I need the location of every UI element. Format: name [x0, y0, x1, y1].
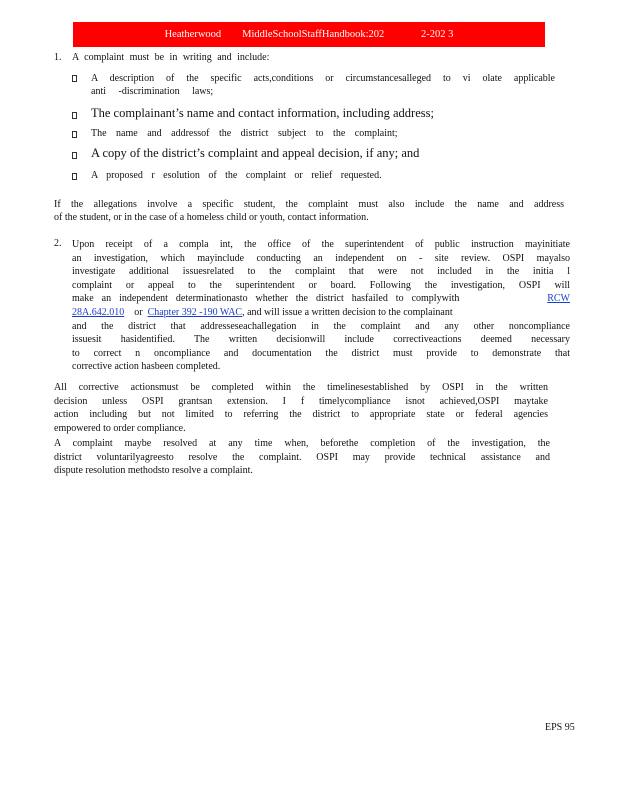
bullet-text: A proposed r esolution of the complaint or relief requested. — [91, 170, 382, 181]
bullet-box-icon — [72, 131, 77, 138]
corrective-actions-paragraph — [54, 381, 548, 435]
paragraph-line: issuesit hasidentified. The written decisionwill include correctiveactions deemed necessary — [72, 334, 570, 346]
paragraph-line: action including but not limited to referring the district to appropriate state or federal agencies — [54, 409, 548, 420]
paragraph-line: empowered to order compliance. — [54, 422, 186, 434]
paragraph-line — [72, 292, 570, 306]
bullet-box-icon — [72, 75, 77, 82]
paragraph-line: of the student, or in the case of a homeless child or youth, contact information. — [54, 212, 369, 224]
paragraph-line: All corrective actionsmust be completed within the timelinesestablished by OSPI in the written — [54, 382, 548, 393]
or-text: or — [134, 306, 143, 318]
section-1-intro: A complaint must be in writing and include: — [72, 52, 270, 63]
allegations-paragraph — [54, 198, 564, 224]
bullet-box-icon — [72, 173, 77, 180]
paragraph-line: district voluntarilyagreesto resolve the complaint. OSPI may provide technical assistance and — [54, 451, 550, 463]
section-2-number: 2. — [54, 238, 62, 249]
wac-link[interactable]: Chapter 392 -190 WAC — [147, 306, 243, 318]
bullet-box-icon — [72, 112, 77, 119]
page-header — [73, 22, 545, 47]
section-1-number: 1. — [54, 52, 62, 63]
rcw-link-continued[interactable]: 28A.642.010 — [72, 306, 125, 318]
bullet-text: A copy of the district’s complaint and appeal decision, if any; and — [91, 146, 420, 160]
section-2-paragraph — [72, 238, 570, 374]
paragraph-line: and the district that addresseseachallegation in the complaint and any other noncompliance — [72, 320, 570, 332]
paragraph-line: A complaint maybe resolved at any time when, beforethe completion of the investigation, the — [54, 438, 550, 449]
line-text: , and will issue a written decision to the complainant — [242, 306, 453, 318]
bullet-text: The complainant’s name and contact information, including address; — [91, 106, 434, 120]
paragraph-line: corrective action hasbeen completed. — [72, 361, 221, 373]
paragraph-line: investigate additional issuesrelated to the complaint that were not included in the initia l — [72, 266, 570, 278]
bullet-text: A description of the specific acts,conditions or circumstancesalleged to vi olate applicable — [91, 73, 555, 84]
line-text: make an independent determinationasto whether the district hasfailed to complywith — [72, 293, 460, 305]
paragraph-line — [72, 306, 570, 320]
page-number: EPS 95 — [545, 722, 575, 733]
paragraph-line: an investigation, which mayinclude conducting an independent on - site review. OSPI mayalso — [72, 252, 570, 264]
paragraph-line: Upon receipt of a compla int, the office of the superintendent of public instruction mayinitiate — [72, 239, 570, 250]
rcw-link[interactable]: RCW — [547, 293, 570, 305]
paragraph-line: to correct n oncompliance and documentation the district must provide to demonstrate that — [72, 347, 570, 359]
bullet-text-continued: anti -discrimination laws; — [91, 86, 214, 97]
paragraph-line: complaint or appeal to the superintendent or board. Following the investigation, OSPI will — [72, 279, 570, 291]
paragraph-line: decision unless OSPI grantsan extension. I f timelycompliance isnot achieved,OSPI maytake — [54, 395, 548, 407]
bullet-box-icon — [72, 152, 77, 159]
paragraph-line: If the allegations involve a specific student, the complaint must also include the name and address — [54, 199, 564, 210]
resolution-paragraph — [54, 437, 550, 478]
header-title: Heatherwood MiddleSchoolStaffHandbook:202 2-202 3 — [164, 29, 454, 40]
bullet-text: The name and addressof the district subject to the complaint; — [91, 128, 398, 139]
paragraph-line: dispute resolution methodsto resolve a complaint. — [54, 465, 253, 476]
